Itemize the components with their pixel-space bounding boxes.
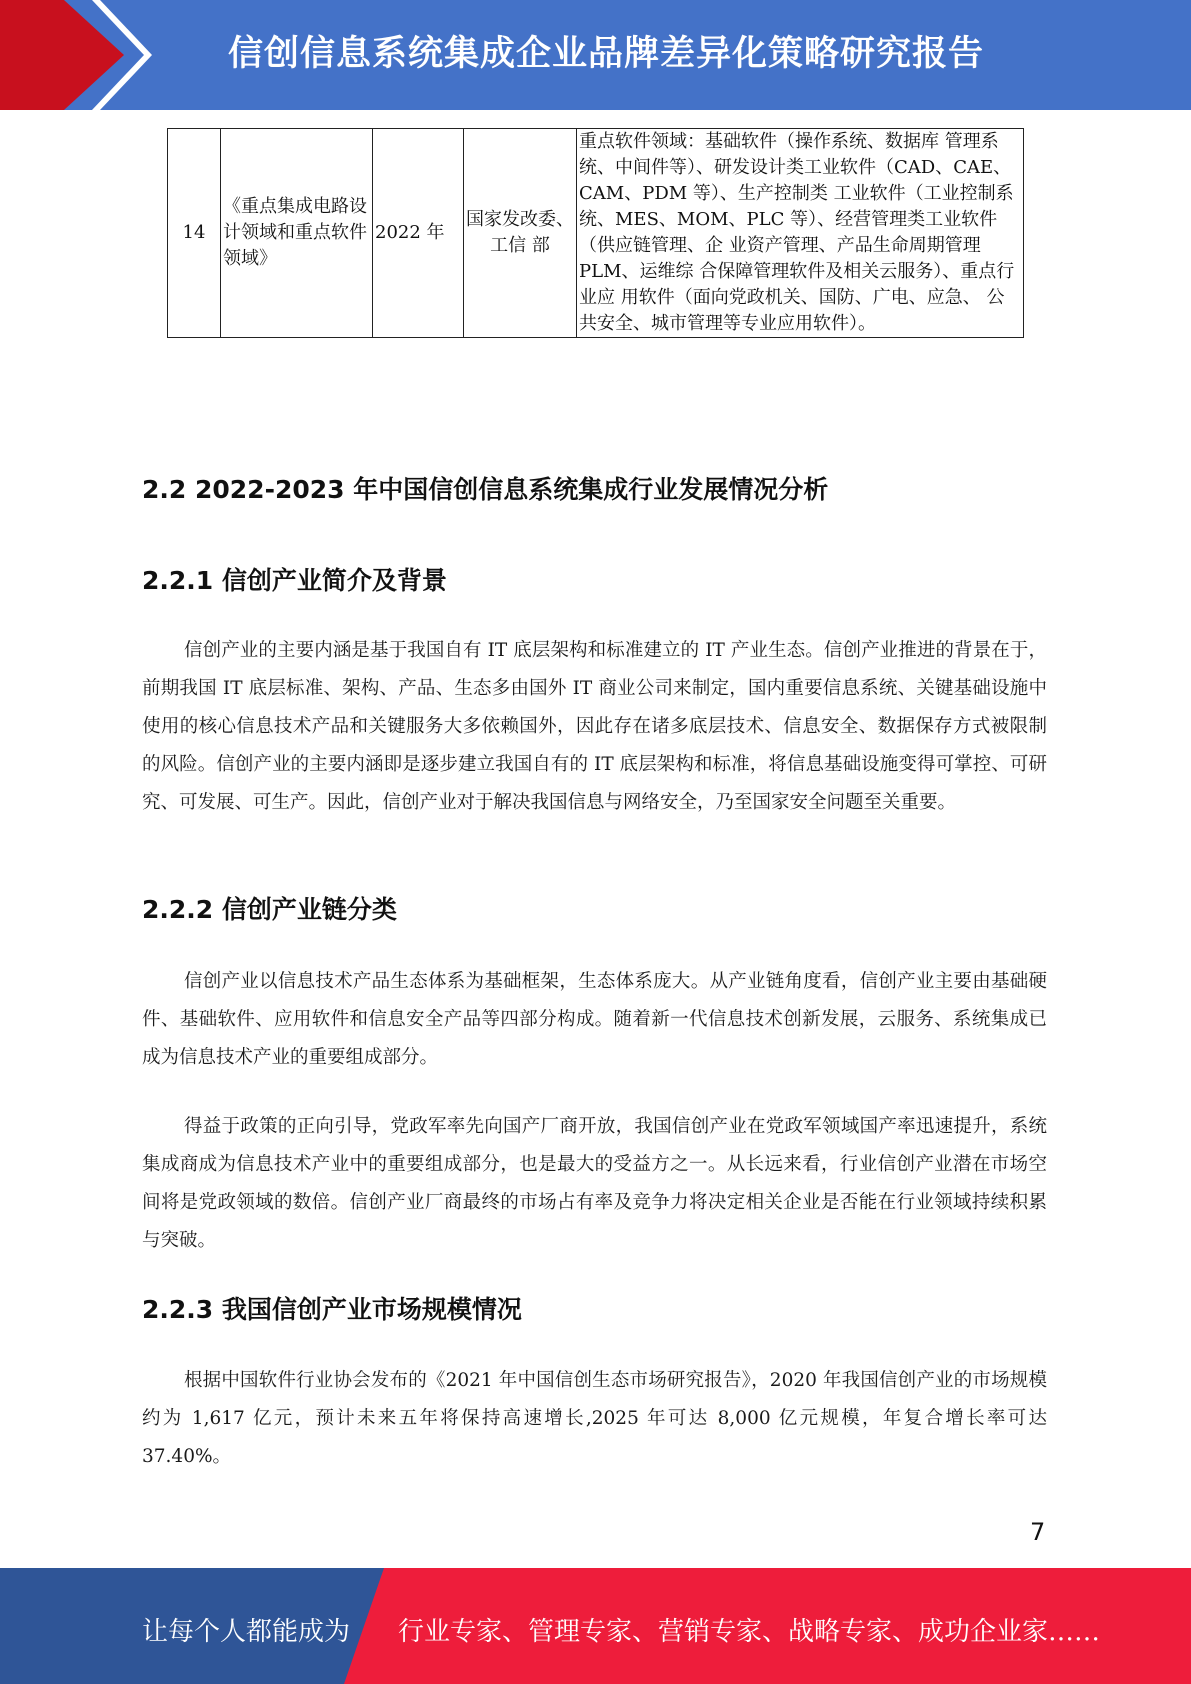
header-chevron-icon: [0, 0, 260, 110]
policy-year: 2022 年: [373, 129, 464, 338]
page-header: [0, 0, 1191, 110]
row-number: 14: [168, 129, 221, 338]
paragraph-2-2-2-b: 得益于政策的正向引导，党政军率先向国产厂商开放，我国信创产业在党政军领域国产率迅速提升，系统集成商成为信息技术产业中的重要组成部分，也是最大的受益方之一。从长远来看，行业信创产业潜在市场空间将是党政领域的数倍。信创产业厂商最终的市场占有率及竞争力将决定相关企业是否能在行业领域持续积累与突破。: [142, 1116, 1047, 1251]
paragraph-2-2-3: 根据中国软件行业协会发布的《2021 年中国信创生态市场研究报告》，2020 年我国信创产业的市场规模约为 1,617 亿元，预计未来五年将保持高速增长,2025 年可达 8,000 亿元规模，年复合增长率可达 37.40%。: [142, 1370, 1047, 1467]
section-heading-2-2: 2.2 2022-2023 年中国信创信息系统集成行业发展情况分析: [142, 475, 829, 504]
footer-slogan-left: 让每个人都能成为: [142, 1617, 351, 1647]
section-heading-2-2-1: 2.2.1 信创产业简介及背景: [142, 566, 447, 595]
page-number: 7: [1030, 1518, 1046, 1546]
paragraph-2-2-2-a: 信创产业以信息技术产品生态体系为基础框架，生态体系庞大。从产业链角度看，信创产业主要由基础硬件、基础软件、应用软件和信息安全产品等四部分构成。随着新一代信息技术创新发展，云服务、系统集成已成为信息技术产业的重要组成部分。: [142, 971, 1047, 1068]
policy-department: 国家发改委、工信 部: [464, 129, 577, 338]
policy-table: [167, 128, 1024, 338]
policy-content: 重点软件领域：基础软件（操作系统、数据库 管理系统、中间件等）、研发设计类工业软件（CAD、CAE、CAM、PDM 等）、生产控制类 工业软件（工业控制系统、MES、MOM、PLC 等）、经营管理类工业软件（供应链管理、企 业资产管理、产品生命周期管理 PLM、运维综 合保障管理软件及相关云服务）、重点行业应 用软件（面向党政机关、国防、广电、应急、 公共安全、城市管理等专业应用软件）。: [577, 129, 1024, 338]
policy-name: 《重点集成电路设计领域和重点软件领域》: [221, 129, 373, 338]
section-heading-2-2-2: 2.2.2 信创产业链分类: [142, 895, 397, 924]
footer-slogan-right: 行业专家、管理专家、营销专家、战略专家、成功企业家……: [398, 1617, 1101, 1647]
header-title: 信创信息系统集成企业品牌差异化策略研究报告: [228, 34, 985, 74]
section-heading-2-2-3: 2.2.3 我国信创产业市场规模情况: [142, 1295, 522, 1324]
page-footer: [0, 1568, 1191, 1684]
table-row: [168, 129, 1024, 338]
paragraph-2-2-1: 信创产业的主要内涵是基于我国自有 IT 底层架构和标准建立的 IT 产业生态。信创产业推进的背景在于，前期我国 IT 底层标准、架构、产品、生态多由国外 IT 商业公司来制定，国内重要信息系统、关键基础设施中使用的核心信息技术产品和关键服务大多依赖国外，因此存在诸多底层技术、信息安全、数据保存方式被限制的风险。信创产业的主要内涵即是逐步建立我国自有的 IT 底层架构和标准，将信息基础设施变得可掌控、可研究、可发展、可生产。因此，信创产业对于解决我国信息与网络安全，乃至国家安全问题至关重要。: [142, 640, 1047, 813]
